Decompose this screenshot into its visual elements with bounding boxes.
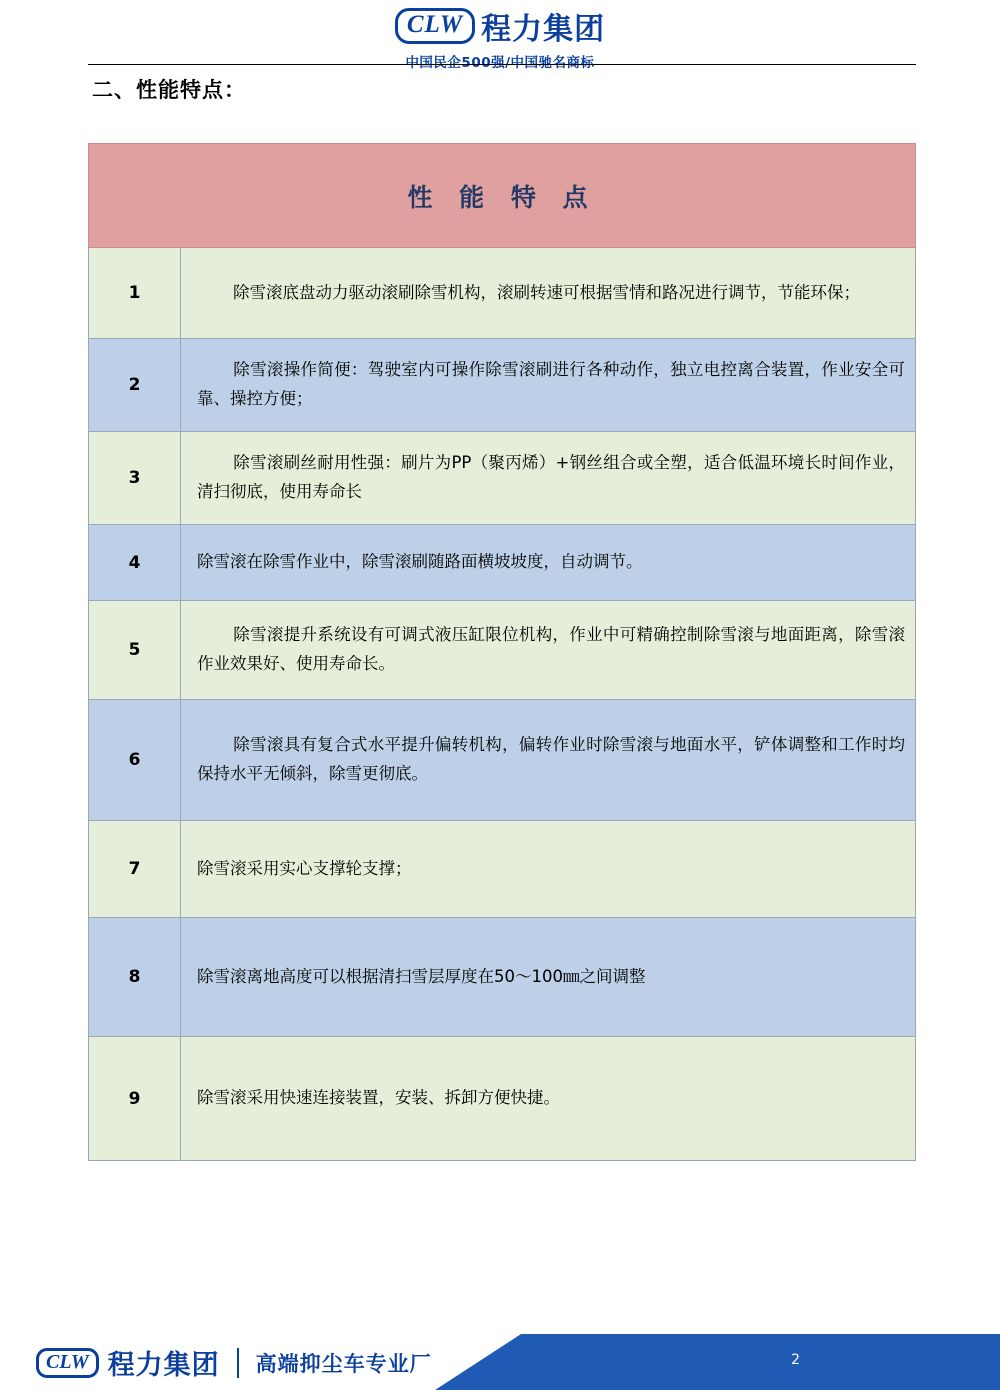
- row-description: [181, 1037, 916, 1161]
- footer-logo: [36, 1343, 432, 1382]
- page-footer: [0, 1326, 1000, 1390]
- clw-logo-mark: CLW: [36, 1348, 99, 1378]
- row-index: 1: [89, 248, 181, 339]
- row-index: 2: [89, 339, 181, 432]
- table-row: [89, 1037, 916, 1161]
- footer-banner-shape: [435, 1334, 1000, 1390]
- row-index: 3: [89, 432, 181, 525]
- row-description: [181, 432, 916, 525]
- table-row: [89, 248, 916, 339]
- table-row: [89, 700, 916, 821]
- row-index: 6: [89, 700, 181, 821]
- table-row: [89, 918, 916, 1037]
- header-divider: [88, 64, 916, 65]
- row-index: 8: [89, 918, 181, 1037]
- page-header: [0, 0, 1000, 71]
- table-row: [89, 821, 916, 918]
- table-header-cell: [89, 144, 916, 248]
- row-description: [181, 248, 916, 339]
- clw-logo-mark: CLW: [395, 8, 475, 43]
- row-description: [181, 918, 916, 1037]
- row-index: 9: [89, 1037, 181, 1161]
- row-text: 除雪滚在除雪作业中，除雪滚刷随路面横坡坡度，自动调节。: [197, 552, 643, 572]
- row-text: 除雪滚离地高度可以根据清扫雪层厚度在50～100㎜之间调整: [197, 966, 646, 986]
- table-row: [89, 432, 916, 525]
- row-index: 7: [89, 821, 181, 918]
- performance-features-table: [88, 143, 916, 1161]
- table-header-row: [89, 144, 916, 248]
- row-text: 除雪滚采用快速连接装置，安装、拆卸方便快捷。: [197, 1088, 560, 1108]
- company-name: 程力集团: [107, 1350, 220, 1381]
- page-title: 二、性能特点：: [92, 78, 246, 102]
- row-description: [181, 601, 916, 700]
- row-description: [181, 700, 916, 821]
- row-text: 除雪滚具有复合式水平提升偏转机构，偏转作业时除雪滚与地面水平，铲体调整和工作时均保持水平无倾斜，除雪更彻底。: [197, 735, 905, 783]
- row-index: 5: [89, 601, 181, 700]
- row-text: 除雪滚提升系统设有可调式液压缸限位机构，作业中可精确控制除雪滚与地面距离，除雪滚作业效果好、使用寿命长。: [197, 625, 905, 673]
- company-name: 程力集团: [481, 12, 606, 47]
- row-text: 除雪滚采用实心支撑轮支撑；: [197, 858, 412, 878]
- table-row: [89, 601, 916, 700]
- row-text: 除雪滚底盘动力驱动滚刷除雪机构，滚刷转速可根据雪情和路况进行调节，节能环保；: [233, 282, 860, 302]
- row-description: [181, 339, 916, 432]
- row-text: 除雪滚操作简便：驾驶室内可操作除雪滚刷进行各种动作，独立电控离合装置，作业安全可靠、操控方便；: [197, 360, 905, 408]
- footer-divider: [237, 1348, 239, 1378]
- row-description: [181, 525, 916, 601]
- table-title: 性 能 特 点: [407, 182, 597, 212]
- footer-tagline: 高端抑尘车专业厂: [255, 1351, 432, 1376]
- logo-row: [290, 4, 710, 48]
- page-number: 2: [791, 1352, 800, 1368]
- table-row: [89, 525, 916, 601]
- row-index: 4: [89, 525, 181, 601]
- row-text: 除雪滚刷丝耐用性强：刷片为PP（聚丙烯）+钢丝组合或全塑，适合低温环境长时间作业，清扫彻底，使用寿命长: [197, 453, 905, 501]
- row-description: [181, 821, 916, 918]
- company-logo: [290, 4, 710, 71]
- table-row: [89, 339, 916, 432]
- company-slogan: 中国民企500强/中国驰名商标: [405, 55, 595, 71]
